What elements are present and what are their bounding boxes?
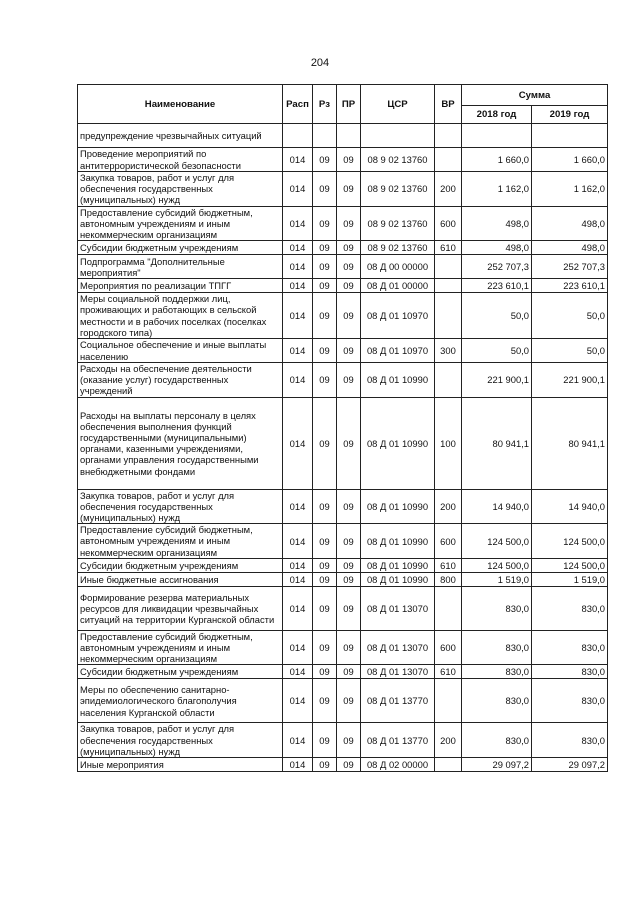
row-sum-2018: 830,0 <box>462 723 532 758</box>
row-rasp <box>283 124 313 148</box>
row-sum-2018: 221 900,1 <box>462 363 532 398</box>
row-sum-2018: 124 500,0 <box>462 524 532 559</box>
row-pr: 09 <box>337 679 361 723</box>
row-sum-2019: 80 941,1 <box>532 397 608 489</box>
page-number: 204 <box>310 57 330 69</box>
row-vr: 200 <box>435 489 462 524</box>
row-rasp: 014 <box>283 172 313 207</box>
row-rz <box>313 124 337 148</box>
row-rasp: 014 <box>283 148 313 172</box>
row-name: Проведение мероприятий по антитеррористической безопасности <box>78 148 283 172</box>
row-sum-2019 <box>532 124 608 148</box>
row-csr: 08 9 02 13760 <box>361 172 435 207</box>
row-rz: 09 <box>313 339 337 363</box>
table-row <box>78 524 608 559</box>
row-rz: 09 <box>313 630 337 665</box>
row-vr: 610 <box>435 241 462 255</box>
row-sum-2018: 252 707,3 <box>462 255 532 279</box>
row-sum-2019: 223 610,1 <box>532 279 608 293</box>
row-sum-2019: 29 097,2 <box>532 758 608 772</box>
header-2018: 2018 год <box>462 106 532 124</box>
header-csr: ЦСР <box>361 85 435 124</box>
row-rz: 09 <box>313 206 337 241</box>
row-csr: 08 Д 01 10990 <box>361 397 435 489</box>
row-rz: 09 <box>313 241 337 255</box>
row-sum-2018: 80 941,1 <box>462 397 532 489</box>
row-csr: 08 Д 01 10990 <box>361 558 435 572</box>
row-vr <box>435 679 462 723</box>
row-rasp: 014 <box>283 723 313 758</box>
row-rasp: 014 <box>283 572 313 586</box>
row-csr: 08 Д 01 13770 <box>361 679 435 723</box>
row-csr: 08 Д 02 00000 <box>361 758 435 772</box>
row-name: Предоставление субсидий бюджетным, автономным учреждениям и иным некоммерческим организациям <box>78 206 283 241</box>
row-rasp: 014 <box>283 255 313 279</box>
row-pr: 09 <box>337 172 361 207</box>
row-pr: 09 <box>337 148 361 172</box>
row-rz: 09 <box>313 148 337 172</box>
row-rasp: 014 <box>283 586 313 630</box>
row-name: Закупка товаров, работ и услуг для обеспечения государственных (муниципальных) нужд <box>78 723 283 758</box>
row-rasp: 014 <box>283 524 313 559</box>
row-vr: 200 <box>435 723 462 758</box>
row-name: Субсидии бюджетным учреждениям <box>78 558 283 572</box>
table-row <box>78 558 608 572</box>
row-name: Расходы на обеспечение деятельности (оказание услуг) государственных учреждений <box>78 363 283 398</box>
row-name: Субсидии бюджетным учреждениям <box>78 241 283 255</box>
row-pr <box>337 124 361 148</box>
row-sum-2019: 830,0 <box>532 630 608 665</box>
row-sum-2018: 1 660,0 <box>462 148 532 172</box>
header-pr: ПР <box>337 85 361 124</box>
header-rz: Рз <box>313 85 337 124</box>
row-name: Формирование резерва материальных ресурсов для ликвидации чрезвычайных ситуаций на территории Курганской области <box>78 586 283 630</box>
row-vr <box>435 586 462 630</box>
row-sum-2019: 830,0 <box>532 679 608 723</box>
row-sum-2018: 14 940,0 <box>462 489 532 524</box>
row-rz: 09 <box>313 397 337 489</box>
row-vr: 610 <box>435 558 462 572</box>
table-row <box>78 241 608 255</box>
row-rasp: 014 <box>283 293 313 339</box>
row-pr: 09 <box>337 572 361 586</box>
row-rasp: 014 <box>283 489 313 524</box>
row-sum-2018 <box>462 124 532 148</box>
row-rz: 09 <box>313 665 337 679</box>
row-sum-2019: 124 500,0 <box>532 558 608 572</box>
row-vr: 610 <box>435 665 462 679</box>
row-pr: 09 <box>337 524 361 559</box>
row-rasp: 014 <box>283 758 313 772</box>
row-pr: 09 <box>337 630 361 665</box>
row-rz: 09 <box>313 172 337 207</box>
row-sum-2019: 1 660,0 <box>532 148 608 172</box>
row-vr <box>435 124 462 148</box>
row-csr: 08 Д 01 13070 <box>361 630 435 665</box>
row-sum-2018: 124 500,0 <box>462 558 532 572</box>
table-row <box>78 489 608 524</box>
row-pr: 09 <box>337 665 361 679</box>
row-csr: 08 Д 01 10990 <box>361 572 435 586</box>
row-vr: 600 <box>435 630 462 665</box>
table-row <box>78 758 608 772</box>
table-row <box>78 172 608 207</box>
row-pr: 09 <box>337 206 361 241</box>
row-pr: 09 <box>337 723 361 758</box>
row-name: предупреждение чрезвычайных ситуаций <box>78 124 283 148</box>
row-csr: 08 Д 01 10990 <box>361 489 435 524</box>
table-row <box>78 586 608 630</box>
table-row <box>78 630 608 665</box>
row-pr: 09 <box>337 255 361 279</box>
row-pr: 09 <box>337 397 361 489</box>
header-rasp: Расп <box>283 85 313 124</box>
row-pr: 09 <box>337 489 361 524</box>
row-sum-2018: 498,0 <box>462 241 532 255</box>
table-row <box>78 397 608 489</box>
row-sum-2019: 830,0 <box>532 586 608 630</box>
row-csr: 08 Д 01 10990 <box>361 363 435 398</box>
header-2019: 2019 год <box>532 106 608 124</box>
row-name: Расходы на выплаты персоналу в целях обеспечения выполнения функций государственными (муниципальными) органами, казенными учреждениями, органами управления государственными внебюджетными фондами <box>78 397 283 489</box>
row-rasp: 014 <box>283 558 313 572</box>
row-name: Предоставление субсидий бюджетным, автономным учреждениям и иным некоммерческим организациям <box>78 524 283 559</box>
row-pr: 09 <box>337 758 361 772</box>
row-sum-2019: 830,0 <box>532 665 608 679</box>
row-sum-2019: 252 707,3 <box>532 255 608 279</box>
row-rz: 09 <box>313 586 337 630</box>
row-rasp: 014 <box>283 206 313 241</box>
row-vr <box>435 148 462 172</box>
header-vr: ВР <box>435 85 462 124</box>
table-body <box>78 124 608 772</box>
row-sum-2018: 498,0 <box>462 206 532 241</box>
row-sum-2018: 830,0 <box>462 630 532 665</box>
row-sum-2018: 830,0 <box>462 679 532 723</box>
row-csr: 08 Д 01 10970 <box>361 293 435 339</box>
table-row <box>78 255 608 279</box>
row-vr: 100 <box>435 397 462 489</box>
table-row <box>78 206 608 241</box>
budget-table <box>77 84 608 772</box>
table-row <box>78 572 608 586</box>
row-name: Подпрограмма "Дополнительные мероприятия" <box>78 255 283 279</box>
row-rz: 09 <box>313 679 337 723</box>
row-vr <box>435 293 462 339</box>
row-name: Меры по обеспечению санитарно-эпидемиологического благополучия населения Курганской области <box>78 679 283 723</box>
row-sum-2019: 124 500,0 <box>532 524 608 559</box>
row-rasp: 014 <box>283 665 313 679</box>
row-pr: 09 <box>337 586 361 630</box>
row-rz: 09 <box>313 758 337 772</box>
row-rz: 09 <box>313 255 337 279</box>
row-sum-2018: 830,0 <box>462 665 532 679</box>
row-vr: 600 <box>435 524 462 559</box>
row-sum-2018: 1 519,0 <box>462 572 532 586</box>
row-name: Иные бюджетные ассигнования <box>78 572 283 586</box>
row-name: Мероприятия по реализации ТПГГ <box>78 279 283 293</box>
row-pr: 09 <box>337 241 361 255</box>
row-vr: 600 <box>435 206 462 241</box>
row-sum-2019: 221 900,1 <box>532 363 608 398</box>
row-rasp: 014 <box>283 339 313 363</box>
header-name: Наименование <box>78 85 283 124</box>
row-pr: 09 <box>337 279 361 293</box>
row-rz: 09 <box>313 489 337 524</box>
row-rasp: 014 <box>283 363 313 398</box>
row-csr: 08 Д 01 10970 <box>361 339 435 363</box>
row-sum-2019: 498,0 <box>532 241 608 255</box>
row-csr: 08 9 02 13760 <box>361 206 435 241</box>
table-row <box>78 665 608 679</box>
row-sum-2019: 1 162,0 <box>532 172 608 207</box>
table-row <box>78 279 608 293</box>
row-rasp: 014 <box>283 241 313 255</box>
row-csr: 08 Д 01 13070 <box>361 665 435 679</box>
row-pr: 09 <box>337 339 361 363</box>
row-rz: 09 <box>313 363 337 398</box>
row-vr: 300 <box>435 339 462 363</box>
row-name: Субсидии бюджетным учреждениям <box>78 665 283 679</box>
row-csr: 08 9 02 13760 <box>361 148 435 172</box>
row-name: Социальное обеспечение и иные выплаты населению <box>78 339 283 363</box>
row-csr: 08 Д 01 13770 <box>361 723 435 758</box>
row-sum-2018: 29 097,2 <box>462 758 532 772</box>
row-sum-2019: 14 940,0 <box>532 489 608 524</box>
row-rz: 09 <box>313 279 337 293</box>
table-row <box>78 124 608 148</box>
row-sum-2019: 498,0 <box>532 206 608 241</box>
row-rz: 09 <box>313 524 337 559</box>
row-name: Предоставление субсидий бюджетным, автономным учреждениям и иным некоммерческим организациям <box>78 630 283 665</box>
row-rz: 09 <box>313 572 337 586</box>
row-pr: 09 <box>337 558 361 572</box>
row-name: Иные мероприятия <box>78 758 283 772</box>
row-pr: 09 <box>337 293 361 339</box>
row-csr <box>361 124 435 148</box>
row-sum-2019: 1 519,0 <box>532 572 608 586</box>
row-vr <box>435 255 462 279</box>
table-row <box>78 723 608 758</box>
row-rasp: 014 <box>283 279 313 293</box>
row-rasp: 014 <box>283 630 313 665</box>
row-vr <box>435 363 462 398</box>
row-rasp: 014 <box>283 679 313 723</box>
row-sum-2018: 223 610,1 <box>462 279 532 293</box>
row-rasp: 014 <box>283 397 313 489</box>
row-csr: 08 Д 01 13070 <box>361 586 435 630</box>
table-row <box>78 148 608 172</box>
row-sum-2018: 1 162,0 <box>462 172 532 207</box>
row-vr: 800 <box>435 572 462 586</box>
table-row <box>78 363 608 398</box>
row-rz: 09 <box>313 558 337 572</box>
table-row <box>78 293 608 339</box>
row-csr: 08 Д 01 00000 <box>361 279 435 293</box>
row-rz: 09 <box>313 723 337 758</box>
row-vr <box>435 758 462 772</box>
row-csr: 08 9 02 13760 <box>361 241 435 255</box>
row-csr: 08 Д 01 10990 <box>361 524 435 559</box>
row-sum-2019: 50,0 <box>532 293 608 339</box>
row-sum-2019: 830,0 <box>532 723 608 758</box>
row-name: Меры социальной поддержки лиц, проживающих и работающих в сельской местности и в рабочих поселках (поселках городского типа) <box>78 293 283 339</box>
row-name: Закупка товаров, работ и услуг для обеспечения государственных (муниципальных) нужд <box>78 172 283 207</box>
table-row <box>78 339 608 363</box>
row-sum-2018: 830,0 <box>462 586 532 630</box>
row-vr: 200 <box>435 172 462 207</box>
row-csr: 08 Д 00 00000 <box>361 255 435 279</box>
table-row <box>78 679 608 723</box>
row-rz: 09 <box>313 293 337 339</box>
row-sum-2018: 50,0 <box>462 339 532 363</box>
row-sum-2019: 50,0 <box>532 339 608 363</box>
row-vr <box>435 279 462 293</box>
row-pr: 09 <box>337 363 361 398</box>
row-name: Закупка товаров, работ и услуг для обеспечения государственных (муниципальных) нужд <box>78 489 283 524</box>
row-sum-2018: 50,0 <box>462 293 532 339</box>
header-sum: Сумма <box>462 85 608 106</box>
